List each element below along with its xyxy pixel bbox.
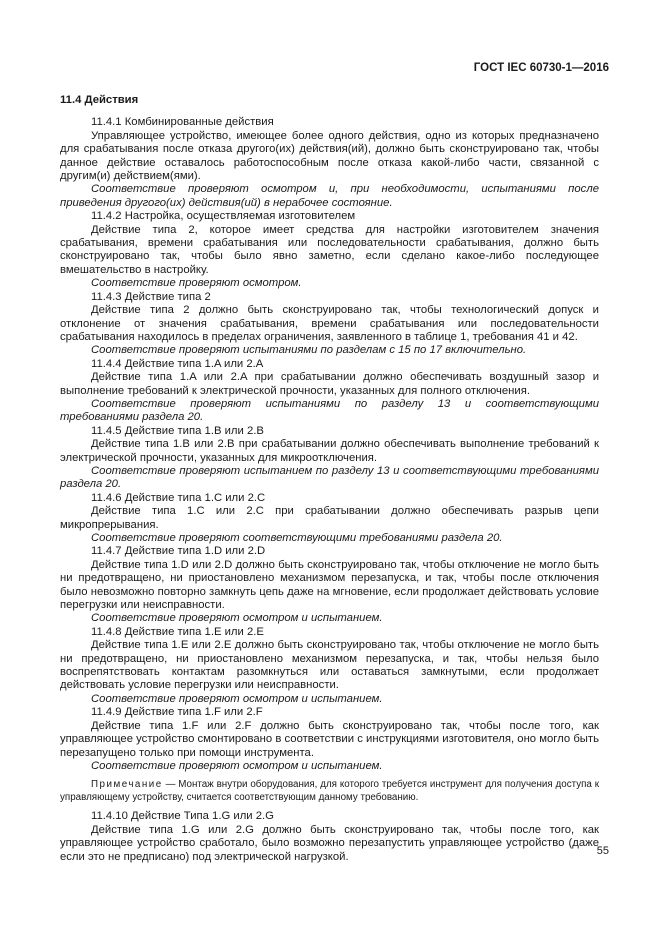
standard-header: ГОСТ IEC 60730-1—2016 bbox=[473, 62, 609, 74]
subsection-heading: 11.4.6 Действие типа 1.C или 2.C bbox=[91, 491, 266, 504]
subsection-heading: 11.4.2 Настройка, осуществляемая изготовителем bbox=[91, 210, 356, 223]
note-text: — Монтаж внутри оборудования, для которого требуется инструмент для получения доступа к управляющему устройству, считается соответствующим данному требованию. bbox=[60, 779, 599, 803]
subsection-heading: 11.4.10 Действие Типа 1.G или 2.G bbox=[91, 810, 274, 823]
compliance-paragraph: Соответствие проверяют осмотром. bbox=[91, 277, 302, 290]
subsection-heading: 11.4.4 Действие типа 1.A или 2.A bbox=[91, 357, 264, 370]
compliance-paragraph: Соответствие проверяют осмотром и испытанием. bbox=[91, 612, 383, 625]
subsection-heading: 11.4.1 Комбинированные действия bbox=[91, 116, 274, 129]
subsection-heading: 11.4.5 Действие типа 1.B или 2.B bbox=[91, 424, 264, 437]
body-paragraph: Действие типа 1.G или 2.G должно быть сконструировано так, чтобы после того, как управляющее устройство сработало, было возможно перезапустить управляющее устройство (даже если это не предписано) под электрической нагрузкой. bbox=[60, 823, 599, 863]
body-paragraph: Действие типа 1.C или 2.C при срабатывании должно обеспечивать разрыв цепи микропрерывания. bbox=[60, 505, 599, 531]
body-paragraph: Действие типа 1.B или 2.B при срабатывании должно обеспечивать выполнение требований к электрической прочности, указанных для микроотключения. bbox=[60, 438, 599, 464]
compliance-paragraph: Соответствие проверяют испытанием по разделу 13 и соответствующими требованиями раздела 20. bbox=[60, 464, 599, 491]
page-number: 55 bbox=[596, 845, 609, 857]
compliance-paragraph: Соответствие проверяют осмотром и испытанием. bbox=[91, 692, 383, 705]
body-paragraph: Действие типа 2 должно быть сконструировано так, чтобы технологический допуск и отклонение от значения срабатывания, времени срабатывания или последовательности срабатывания находилось в пределах ограничения, заявленного в таблице 1, требования 41 и 42. bbox=[60, 304, 599, 343]
body-paragraph: Действие типа 1.A или 2.A при срабатывании должно обеспечивать воздушный зазор и выполнение требований к электрической прочности, указанных для полного отключения. bbox=[60, 371, 599, 397]
compliance-paragraph: Соответствие проверяют испытаниями по разделу 13 и соответствующими требованиями раздела 20. bbox=[60, 397, 599, 424]
note-label: Примечание bbox=[91, 779, 163, 791]
compliance-paragraph: Соответствие проверяют осмотром и испытанием. bbox=[91, 759, 383, 772]
subsection-heading: 11.4.8 Действие типа 1.E или 2.E bbox=[91, 625, 264, 638]
note bbox=[60, 779, 599, 804]
body-paragraph: Действие типа 1.F или 2.F должно быть сконструировано так, чтобы после того, как управляющее устройство смонтировано в соответствии с инструкциями изготовителя, оно могло быть перезапущено только при помощи инструмента. bbox=[60, 719, 599, 759]
subsection-heading: 11.4.7 Действие типа 1.D или 2.D bbox=[91, 545, 266, 558]
compliance-paragraph: Соответствие проверяют осмотром и, при необходимости, испытаниями после приведения другого(их) действия(ий) в нерабочее состояние. bbox=[60, 183, 599, 209]
subsection-heading: 11.4.9 Действие типа 1.F или 2.F bbox=[91, 706, 263, 719]
subsection-heading: 11.4.3 Действие типа 2 bbox=[91, 290, 211, 303]
section-title: 11.4 Действия bbox=[60, 94, 139, 106]
compliance-paragraph: Соответствие проверяют соответствующими требованиями раздела 20. bbox=[91, 532, 503, 544]
compliance-paragraph: Соответствие проверяют испытаниями по разделам с 15 по 17 включительно. bbox=[91, 344, 527, 357]
body-paragraph: Действие типа 1.E или 2.E должно быть сконструировано так, чтобы отключение не могло быть ни предотвращено, ни приостановлено механизмом перезапуска, и так, чтобы нельзя было воспрепятствовать контактам разомкнуться или оставаться замкнутыми, если продолжает действовать условие перегрузки или неисправности. bbox=[60, 639, 599, 692]
body-paragraph: Действие типа 2, которое имеет средства для настройки изготовителем значения срабатывания, времени срабатывания или последовательности срабатывания, должно быть сконструировано так, чтобы было явно заметно, если сделано какое-либо последующее вмешательство в настройку. bbox=[60, 223, 599, 276]
document-body bbox=[60, 94, 599, 864]
body-paragraph: Управляющее устройство, имеющее более одного действия, одно из которых предназначено для срабатывания после отказа другого(их) действия(ий), должно быть сконструировано так, чтобы данное действие оставалось работоспособным после отказа какой-либо части, связанной с другим(и) действием(ями). bbox=[60, 129, 599, 183]
body-paragraph: Действие типа 1.D или 2.D должно быть сконструировано так, чтобы отключение не могло быть ни предотвращено, ни приостановлено механизмом перезапуска, и так, чтобы после отключения было невозможно повторно замкнуть цепь даже на мгновение, если продолжает действовать условие перегрузки или неисправности. bbox=[60, 558, 599, 612]
